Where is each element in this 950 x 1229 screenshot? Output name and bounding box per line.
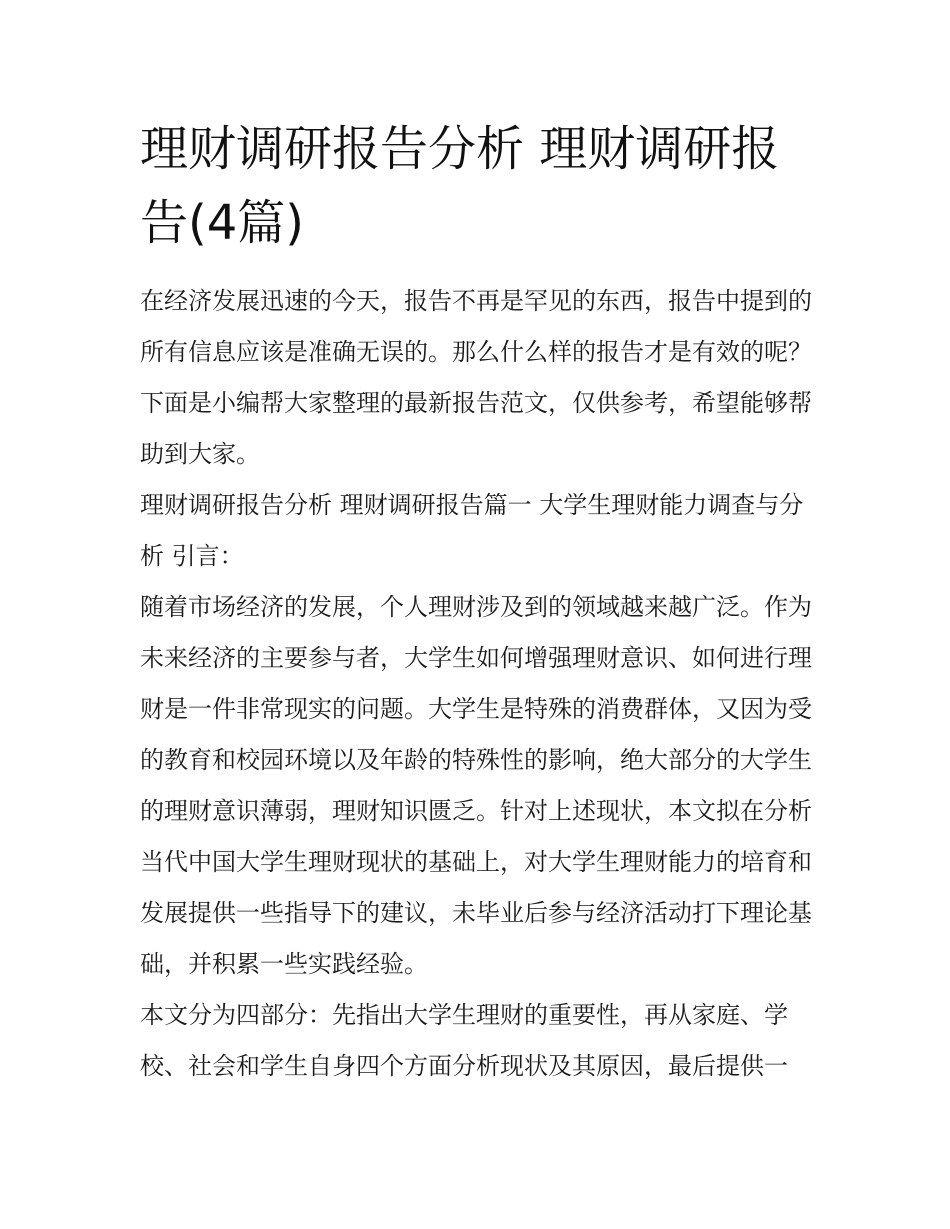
paragraph-structure: 本文分为四部分：先指出大学生理财的重要性，再从家庭、学校、社会和学生自身四个方面分析现状及其原因，最后提供一 xyxy=(140,1001,788,1080)
paragraph-intro: 在经济发展迅速的今天，报告不再是罕见的东西，报告中提到的所有信息应该是准确无误的。那么什么样的报告才是有效的呢？下面是小编帮大家整理的最新报告范文，仅供参考，希望能够帮助到大家。 xyxy=(140,287,812,468)
paragraph-background: 随着市场经济的发展，个人理财涉及到的领域越来越广泛。作为未来经济的主要参与者，大学生如何增强理财意识、如何进行理财是一件非常现实的问题。大学生是特殊的消费群体，又因为受的教育和校园环境以及年龄的特殊性的影响，绝大部分的大学生的理财意识薄弱，理财知识匮乏。针对上述现状，本文拟在分析当代中国大学生理财现状的基础上，对大学生理财能力的培育和发展提供一些指导下的建议，未毕业后参与经济活动打下理论基础，并积累一些实践经验。 xyxy=(140,593,812,978)
paragraph-section-heading: 理财调研报告分析 理财调研报告篇一 大学生理财能力调查与分析 引言： xyxy=(140,491,804,570)
document-title: 理财调研报告分析 理财调研报告(4篇) xyxy=(140,121,780,251)
document-body xyxy=(140,276,812,1092)
